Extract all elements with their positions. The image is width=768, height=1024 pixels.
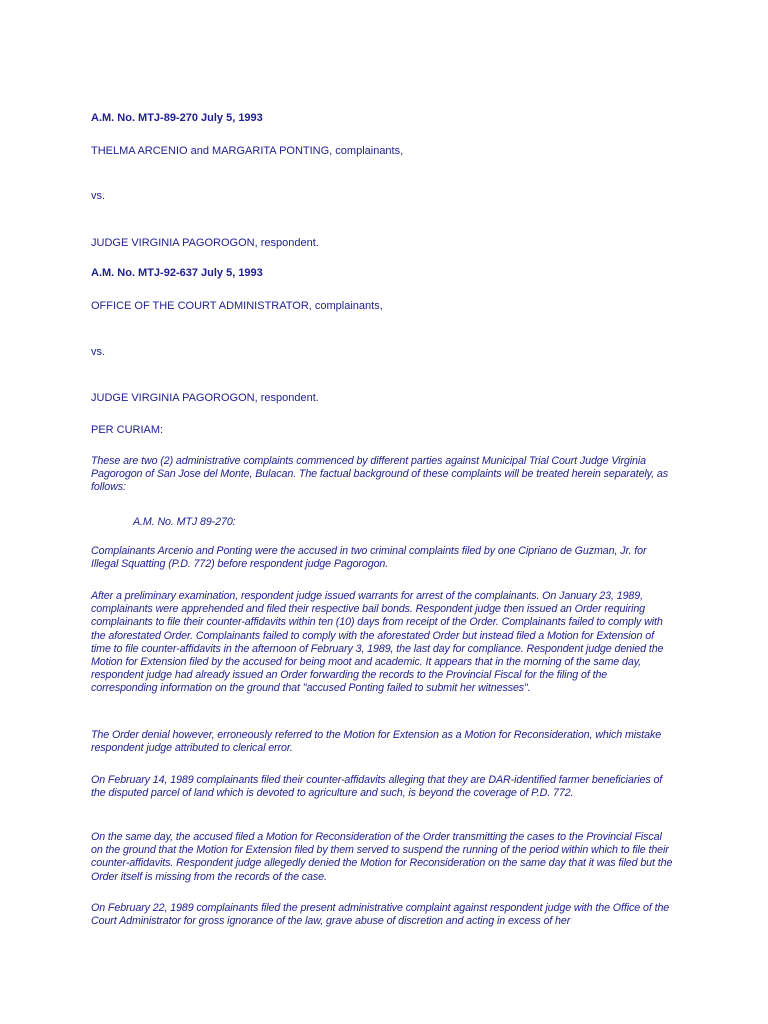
complainants-line-2: OFFICE OF THE COURT ADMINISTRATOR, complainants, (91, 300, 383, 312)
paragraph-1: Complainants Arcenio and Ponting were the accused in two criminal complaints filed by one Cipriano de Guzman, Jr. for Illegal Squatting (P.D. 772) before respondent judge Pagorogon. (91, 545, 647, 571)
paragraph-4: On February 14, 1989 complainants filed their counter-affidavits alleging that they are DAR-identified farmer beneficiaries of the disputed parcel of land which is devoted to agriculture and such, is beyond the coverage of P.D. 772. (91, 774, 663, 800)
complainants-line-1: THELMA ARCENIO and MARGARITA PONTING, complainants, (91, 145, 404, 157)
section-subheading: A.M. No. MTJ 89-270: (133, 516, 236, 528)
respondent-line-1: JUDGE VIRGINIA PAGOROGON, respondent. (91, 237, 319, 249)
paragraph-2: After a preliminary examination, respondent judge issued warrants for arrest of the complainants. On January 23, 1989, complainants were apprehended and filed their respective bail bonds. Respondent judge then issued an Order requiring complainants to file their counter-affidavits within ten (10) days from receipt of the Order. Complainants failed to comply with the aforestated Order. Complainants failed to comply with the aforestated Order but instead filed a Motion for Extension of time to file counter-affidavits in the afternoon of February 3, 1989, the last day for compliance. Respondent judge denied the Motion for Extension filed by the accused for being moot and academic. It appears that in the morning of the same day, respondent judge had already issued an Order forwarding the records to the Provincial Fiscal for the filing of the corresponding information on the ground that "accused Ponting failed to submit her witnesses". (91, 590, 664, 695)
paragraph-5: On the same day, the accused filed a Motion for Reconsideration of the Order transmitting the cases to the Provincial Fiscal on the ground that the Motion for Extension filed by them served to suspend the running of the period within which to file their counter-affidavits. Respondent judge allegedly denied the Motion for Reconsideration on the same day that it was filed but the Order itself is missing from the records of the case. (91, 831, 673, 883)
case-heading-1: A.M. No. MTJ-89-270 July 5, 1993 (91, 112, 263, 124)
versus-2: vs. (91, 346, 106, 358)
intro-paragraph: These are two (2) administrative complaints commenced by different parties against Municipal Trial Court Judge Virginia Pagorogon of San Jose del Monte, Bulacan. The factual background of these complaints will be treated herein separately, as follows: (91, 455, 668, 494)
paragraph-6: On February 22, 1989 complainants filed the present administrative complaint against respondent judge with the Office of the Court Administrator for gross ignorance of the law, grave abuse of discretion and acting in excess of her (91, 902, 670, 928)
versus-1: vs. (91, 190, 106, 202)
paragraph-3: The Order denial however, erroneously referred to the Motion for Extension as a Motion for Reconsideration, which mistake respondent judge attributed to clerical error. (91, 729, 662, 755)
respondent-line-2: JUDGE VIRGINIA PAGOROGON, respondent. (91, 392, 319, 404)
per-curiam-heading: PER CURIAM: (91, 424, 164, 436)
case-heading-2: A.M. No. MTJ-92-637 July 5, 1993 (91, 267, 263, 279)
